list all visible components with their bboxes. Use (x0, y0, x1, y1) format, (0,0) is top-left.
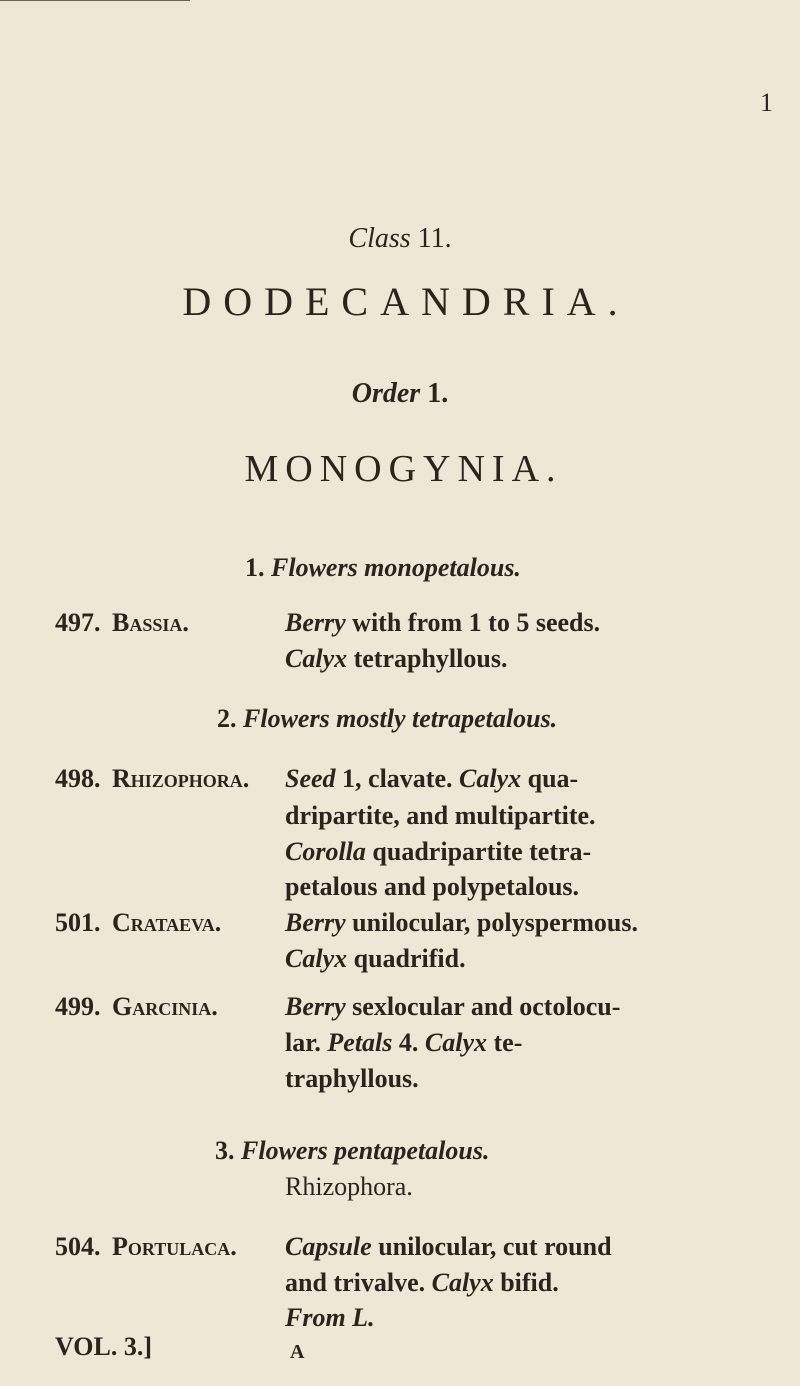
section-number: 2. (217, 704, 237, 733)
description-line: Berry sexlocular and octolocu- (285, 992, 621, 1021)
description-line: lar. Petals 4. Calyx te- (285, 1028, 523, 1057)
footer-signature: A (290, 1341, 305, 1363)
section-heading (245, 555, 521, 581)
order-name: MONOGYNIA. (244, 448, 563, 490)
section-title: Flowers monopetalous. (271, 553, 521, 582)
description-line: Berry with from 1 to 5 seeds. (285, 608, 601, 637)
entry-number: 498. (55, 764, 101, 793)
order-number: 1. (427, 378, 449, 409)
genus-name: Portulaca. (112, 1232, 237, 1261)
description-line: Capsule unilocular, cut round (285, 1232, 612, 1261)
section-heading (217, 706, 557, 732)
description-line: Berry unilocular, polyspermous. (285, 908, 638, 937)
class-name: DODECANDRIA. (182, 279, 630, 324)
description-line: traphyllous. (285, 1064, 419, 1093)
description-line: Calyx tetraphyllous. (285, 644, 508, 673)
section-number: 3. (215, 1136, 235, 1165)
description-line: Corolla quadripartite tetra- (285, 837, 592, 866)
section-heading (215, 1138, 489, 1164)
section-number: 1. (245, 553, 265, 582)
section-subtitle: Rhizophora. (285, 1172, 413, 1201)
footer-volume: VOL. 3.] (55, 1332, 152, 1361)
genus-name: Crataeva. (112, 908, 222, 937)
order-label: Order (351, 378, 421, 409)
description-line: dripartite, and multipartite. (285, 801, 596, 830)
description-line: Seed 1, clavate. Calyx qua- (285, 764, 579, 793)
description-line: Calyx quadrifid. (285, 944, 466, 973)
genus-name: Rhizophora. (112, 764, 250, 793)
entry-number: 504. (55, 1232, 101, 1261)
section-title: Flowers pentapetalous. (241, 1136, 490, 1165)
class-heading (0, 225, 800, 253)
description-line: From L. (285, 1303, 375, 1332)
class-label: Class (348, 223, 411, 254)
class-number: 11. (417, 223, 452, 254)
entry-number: 497. (55, 608, 101, 637)
page-number: 1 (760, 88, 773, 117)
section-title: Flowers mostly tetrapetalous. (243, 704, 558, 733)
entry-number: 499. (55, 992, 101, 1021)
genus-name: Bassia. (112, 608, 189, 637)
description-line: petalous and polypetalous. (285, 872, 580, 901)
top-edge-rule (0, 0, 190, 1)
description-line: and trivalve. Calyx bifid. (285, 1268, 559, 1297)
entry-number: 501. (55, 908, 101, 937)
genus-name: Garcinia. (112, 992, 218, 1021)
order-heading (0, 380, 800, 408)
